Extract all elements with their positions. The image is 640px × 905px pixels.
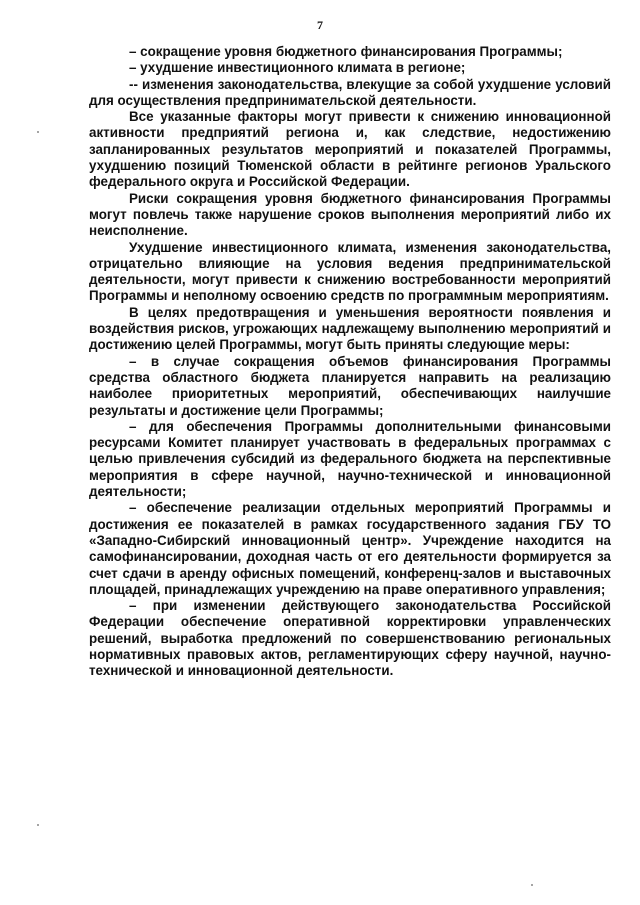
paragraph-climate-risks: Ухудшение инвестиционного климата, изменения законодательства, отрицательно влияющие на условия ведения предпринимательской деятельности, могут привести к снижению востребованности мероприятий Программы и неполному освоению средств по программным мероприятиям. xyxy=(89,239,611,304)
scan-speck xyxy=(531,884,533,886)
scan-speck xyxy=(37,131,39,133)
list-item-investment-climate: – ухудшение инвестиционного климата в регионе; xyxy=(129,60,466,76)
measure-item-budget: – в случае сокращения объемов финансирования Программы средства областного бюджета планируется направить на реализацию наиболее приоритетных мероприятий, обеспечивающих наилучшие результаты и достижение цели Программы; xyxy=(89,353,611,418)
measure-item-federal-programs: – для обеспечения Программы дополнительными финансовыми ресурсами Комитет планирует участвовать в федеральных программах с целью привлечения субсидий из федерального бюджета на перспективные мероприятия в сфере научной, научно-технической и инновационной деятельности; xyxy=(89,418,611,500)
paragraph-budget-risks: Риски сокращения уровня бюджетного финансирования Программы могут повлечь также нарушение сроков выполнения мероприятий либо их неисполнение. xyxy=(89,190,611,239)
paragraph-factors-consequences: Все указанные факторы могут привести к снижению инновационной активности предприятий региона и, как следствие, недостижению запланированных результатов мероприятий и показателей Программы, ухудшению позиций Тюменской области в рейтинге регионов Уральского федерального округа и Российской Федерации. xyxy=(89,109,611,190)
page-number: 7 xyxy=(317,18,323,32)
measure-item-state-assignment: – обеспечение реализации отдельных мероприятий Программы и достижения ее показателей в рамках государственного задания ГБУ ТО «Западно-Сибирский инновационный центр». Учреждение находится на самофинансировании, доходная часть от его деятельности формируется за счет сдачи в аренду офисных помещений, конференц-залов и выставочных площадей, принадлежащих учреждению на праве оперативного управления; xyxy=(89,500,611,597)
scan-speck xyxy=(37,824,39,826)
body-text xyxy=(89,44,611,680)
measure-item-legislation: – при изменении действующего законодательства Российской Федерации обеспечение оперативной корректировки управленческих решений, выработка предложений по совершенствованию региональных нормативных правовых актов, регламентирующих сферу научной, научно-технической и инновационной деятельности. xyxy=(89,598,611,679)
list-item-legislation-changes: -- изменения законодательства, влекущие за собой ухудшение условий для осуществления предпринимательской деятельности. xyxy=(89,76,611,108)
list-item-budget-reduction: – сокращение уровня бюджетного финансирования Программы; xyxy=(129,44,563,59)
paragraph-measures-intro: В целях предотвращения и уменьшения вероятности появления и воздействия рисков, угрожающих надлежащему выполнению мероприятий и достижению целей Программы, могут быть приняты следующие меры: xyxy=(89,304,611,353)
